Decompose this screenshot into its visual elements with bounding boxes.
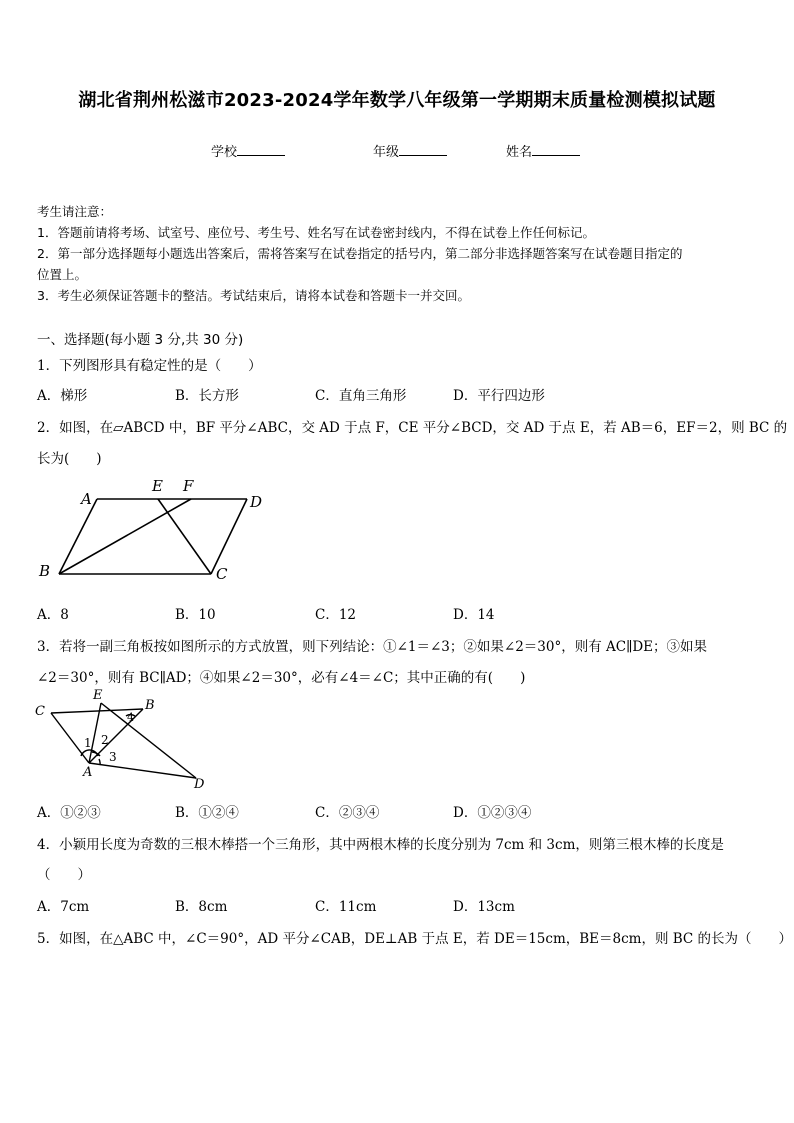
q1-option-a: A．梯形 xyxy=(37,388,88,404)
notice-item-1: 1．答题前请将考场、试室号、座位号、考生号、姓名写在试卷密封线内，不得在试卷上作任何标记。 xyxy=(37,225,595,240)
notice-item-3: 3．考生必须保证答题卡的整洁。考试结束后，请将本试卷和答题卡一并交回。 xyxy=(37,288,470,303)
label-e: E xyxy=(152,477,163,495)
label-b: B xyxy=(145,698,155,713)
label-e: E xyxy=(93,688,103,703)
q2-option-a: A．8 xyxy=(37,607,69,623)
label-f: F xyxy=(183,477,194,495)
q3-option-a: A．①②③ xyxy=(37,805,101,821)
notice-item-2-cont: 位置上。 xyxy=(37,267,88,282)
q2-option-c: C．12 xyxy=(315,607,357,623)
label-a: A xyxy=(83,765,93,780)
section-heading: 一、选择题(每小题 3 分,共 30 分) xyxy=(37,332,244,348)
label-angle-4: 4 xyxy=(127,711,134,724)
label-a: A xyxy=(81,490,92,508)
label-c: C xyxy=(216,565,228,583)
q2-parallelogram-figure xyxy=(30,472,280,587)
q3-stem-line2: ∠2＝30°，则有 BC∥AD；④如果∠2＝30°，必有∠4＝∠C；其中正确的有( ) xyxy=(37,670,526,686)
school-field xyxy=(211,141,285,160)
q4-stem-line1: 4．小颖用长度为奇数的三根木棒搭一个三角形，其中两根木棒的长度分别为 7cm 和 3cm，则第三根木棒的长度是 xyxy=(37,837,724,853)
label-angle-3: 3 xyxy=(109,750,117,764)
name-blank xyxy=(532,143,580,156)
q1-option-b: B．长方形 xyxy=(175,388,239,404)
grade-field xyxy=(373,141,447,160)
q3-stem-line1: 3．若将一副三角板按如图所示的方式放置，则下列结论：①∠1＝∠3；②如果∠2＝30°，则有 AC∥DE；③如果 xyxy=(37,639,708,655)
grade-label: 年级 xyxy=(373,145,400,160)
q2-option-b: B．10 xyxy=(175,607,216,623)
line-dc xyxy=(211,499,247,574)
school-blank xyxy=(237,143,285,156)
name-label: 姓名 xyxy=(506,145,533,160)
q5-stem: 5．如图，在△ABC 中，∠C＝90°，AD 平分∠CAB，DE⊥AB 于点 E，若 DE＝15cm，BE＝8cm，则 BC 的长为（ ） xyxy=(37,931,793,947)
q3-option-b: B．①②④ xyxy=(175,805,239,821)
grade-blank xyxy=(399,143,447,156)
school-label: 学校 xyxy=(211,145,238,160)
label-b: B xyxy=(39,562,51,580)
q4-option-b: B．8cm xyxy=(175,899,228,915)
q3-option-c: C．②③④ xyxy=(315,805,380,821)
label-d: D xyxy=(194,777,205,792)
q4-option-d: D．13cm xyxy=(453,899,515,915)
q4-option-c: C．11cm xyxy=(315,899,377,915)
q1-stem: 1．下列图形具有稳定性的是（ ） xyxy=(37,358,262,374)
label-angle-2: 2 xyxy=(101,733,109,747)
page-title: 湖北省荆州松滋市2023-2024学年数学八年级第一学期期末质量检测模拟试题 xyxy=(78,90,716,111)
q3-triangles-figure xyxy=(30,686,220,796)
q4-option-a: A．7cm xyxy=(37,899,90,915)
line-ce xyxy=(158,499,211,574)
q4-stem-line2: （ ） xyxy=(37,867,91,883)
q2-stem-line1: 2．如图，在▱ABCD 中，BF 平分∠ABC，交 AD 于点 F，CE 平分∠BCD，交 AD 于点 E，若 AB＝6，EF＝2，则 BC 的 xyxy=(37,420,788,436)
label-c: C xyxy=(35,704,45,719)
q3-option-d: D．①②③④ xyxy=(453,805,532,821)
notice-item-2: 2．第一部分选择题每小题选出答案后，需将答案写在试卷指定的括号内，第二部分非选择题答案写在试卷题目指定的 xyxy=(37,246,683,261)
line-ea xyxy=(89,703,101,763)
q2-option-d: D．14 xyxy=(453,607,495,623)
label-d: D xyxy=(250,493,263,511)
q1-option-d: D．平行四边形 xyxy=(453,388,545,404)
name-field xyxy=(506,141,580,160)
notice-heading: 考生请注意： xyxy=(37,204,113,219)
q2-stem-line2: 长为( ) xyxy=(37,451,102,467)
q1-option-c: C．直角三角形 xyxy=(315,388,407,404)
label-angle-1: 1 xyxy=(84,736,92,750)
